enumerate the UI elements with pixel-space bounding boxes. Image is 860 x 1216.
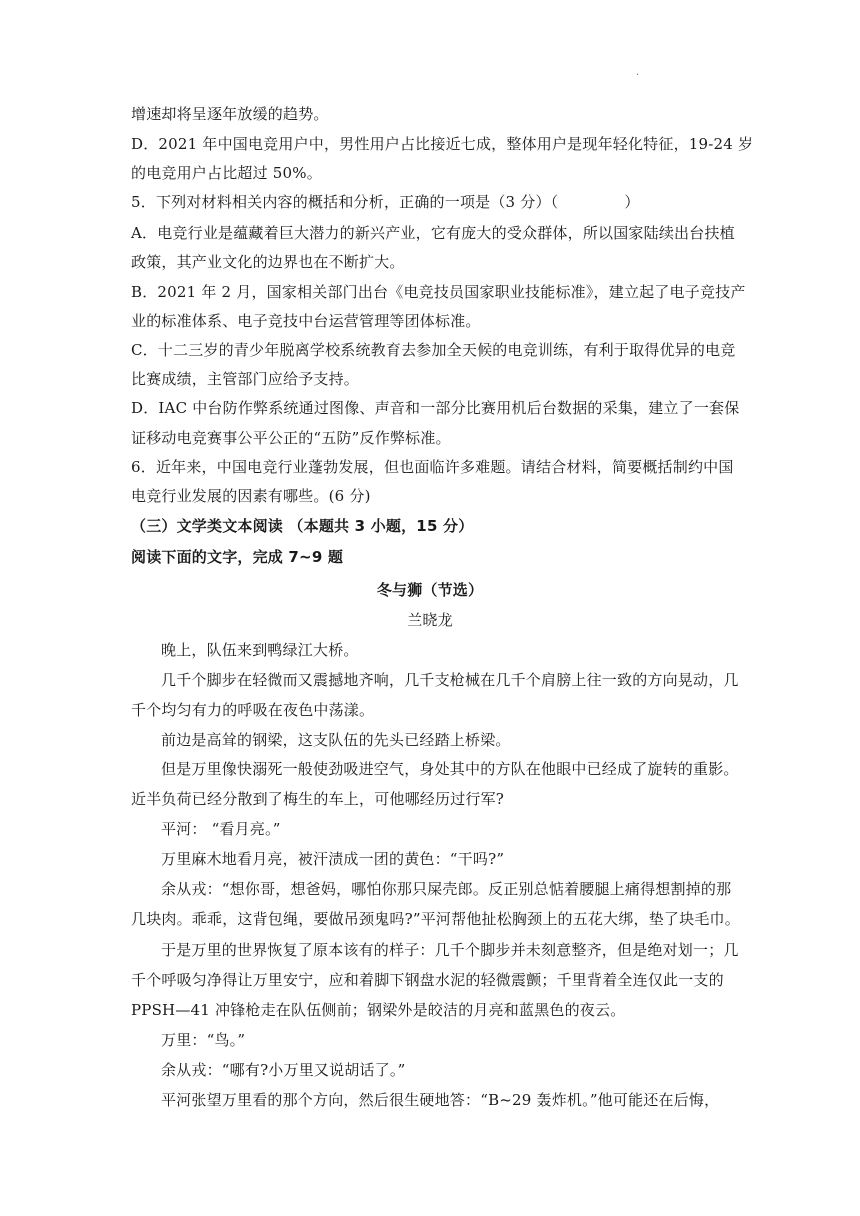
article-author: 兰晓龙 (407, 611, 453, 629)
q5-option-d-line-1: D．IAC 中台防作弊系统通过图像、声音和一部分比赛用机后台数据的采集，建立了一套保 (131, 399, 740, 417)
paragraph-3-line-1: 前边是高耸的钢梁，这支队伍的先头已经踏上桥梁。 (161, 731, 511, 749)
q5-option-c-line-1: C．十二三岁的青少年脱离学校系统教育去参加全天候的电竞训练，有利于取得优异的电竞 (131, 341, 736, 359)
q6-line-2: 电竞行业发展的因素有哪些。(6 分) (131, 487, 371, 505)
paragraph-8-line-1: 于是万里的世界恢复了原本该有的样子：几千个脚步并未刻意整齐，但是绝对划一；几 (161, 941, 739, 959)
q5-option-c-line-2: 比赛成绩，主管部门应给予支持。 (131, 370, 360, 388)
paragraph-10-line-1: 余从戎：“哪有?小万里又说胡话了。” (161, 1061, 406, 1079)
paragraph-2-line-2: 千个均匀有力的呼吸在夜色中荡漾。 (131, 701, 375, 719)
page-mark: · (636, 70, 640, 81)
paragraph-9-line-1: 万里：“鸟。” (161, 1031, 246, 1049)
paragraph-8-line-3: PPSH—41 冲锋枪走在队伍侧前；钢梁外是皎洁的月亮和蓝黑色的夜云。 (131, 1001, 626, 1019)
q5-stem-text: 5．下列对材料相关内容的概括和分析，正确的一项是（3 分）（ (131, 193, 559, 211)
q4-option-d-line-1: D．2021 年中国电竞用户中，男性用户占比接近七成，整体用户是现年轻化特征，19-24 岁 (131, 135, 754, 153)
q4-option-c-tail: 增速却将呈逐年放缓的趋势。 (131, 105, 329, 123)
paragraph-5-line-1: 平河： “看月亮。” (161, 820, 281, 838)
paragraph-7-line-1: 余从戎：“想你哥，想爸妈，哪怕你那只屎壳郎。反正别总惦着腰腿上痛得想割掉的那 (161, 880, 732, 898)
paragraph-4-line-1: 但是万里像快溺死一般使劲吸进空气，身处其中的方队在他眼中已经成了旋转的重影。 (161, 760, 739, 778)
q5-option-b-line-2: 业的标准体系、电子竞技中台运营管理等团体标准。 (131, 312, 481, 330)
q4-option-d-line-2: 的电竞用户占比超过 50%。 (131, 164, 322, 182)
q5-stem-close: ） (624, 193, 640, 211)
reading-instruction: 阅读下面的文字，完成 7~9 题 (131, 548, 344, 566)
paragraph-2-line-1: 几千个脚步在轻微而又震撼地齐响，几千支枪械在几千个肩膀上往一致的方向晃动，几 (161, 671, 739, 689)
paragraph-7-line-2: 几块肉。乖乖，这背包绳，要做吊颈鬼吗?”平河帮他扯松胸颈上的五花大绑，垫了块毛巾。 (131, 910, 740, 928)
q5-option-d-line-2: 证移动电竞赛事公平公正的“五防”反作弊标准。 (131, 429, 451, 447)
q6-line-1: 6．近年来，中国电竞行业蓬勃发展，但也面临许多难题。请结合材料，简要概括制约中国 (131, 458, 734, 476)
q5-option-a-line-2: 政策，其产业文化的边界也在不断扩大。 (131, 253, 405, 271)
section-heading: （三）文学类文本阅读 （本题共 3 小题，15 分） (131, 517, 474, 535)
q5-option-b-line-1: B．2021 年 2 月，国家相关部门出台《电竞技员国家职业技能标准》，建立起了电子竞技产 (131, 283, 746, 301)
article-title: 冬与狮（节选） (376, 581, 484, 599)
q5-stem (131, 192, 640, 212)
paragraph-1-line-1: 晚上，队伍来到鸭绿江大桥。 (161, 641, 359, 659)
paragraph-6-line-1: 万里麻木地看月亮，被汗渍成一团的黄色：“干吗?” (161, 850, 505, 868)
paragraph-4-line-2: 近半负荷已经分散到了梅生的车上，可他哪经历过行军? (131, 790, 505, 808)
paragraph-8-line-2: 千个呼吸匀净得让万里安宁，应和着脚下钢盘水泥的轻微震颤；千里背着全连仅此一支的 (131, 971, 724, 989)
paragraph-11-line-1: 平河张望万里看的那个方向，然后很生硬地答：“B~29 轰炸机。”他可能还在后悔， (161, 1091, 720, 1109)
q5-option-a-line-1: A．电竞行业是蕴藏着巨大潜力的新兴产业，它有庞大的受众群体，所以国家陆续出台扶植 (131, 224, 735, 242)
